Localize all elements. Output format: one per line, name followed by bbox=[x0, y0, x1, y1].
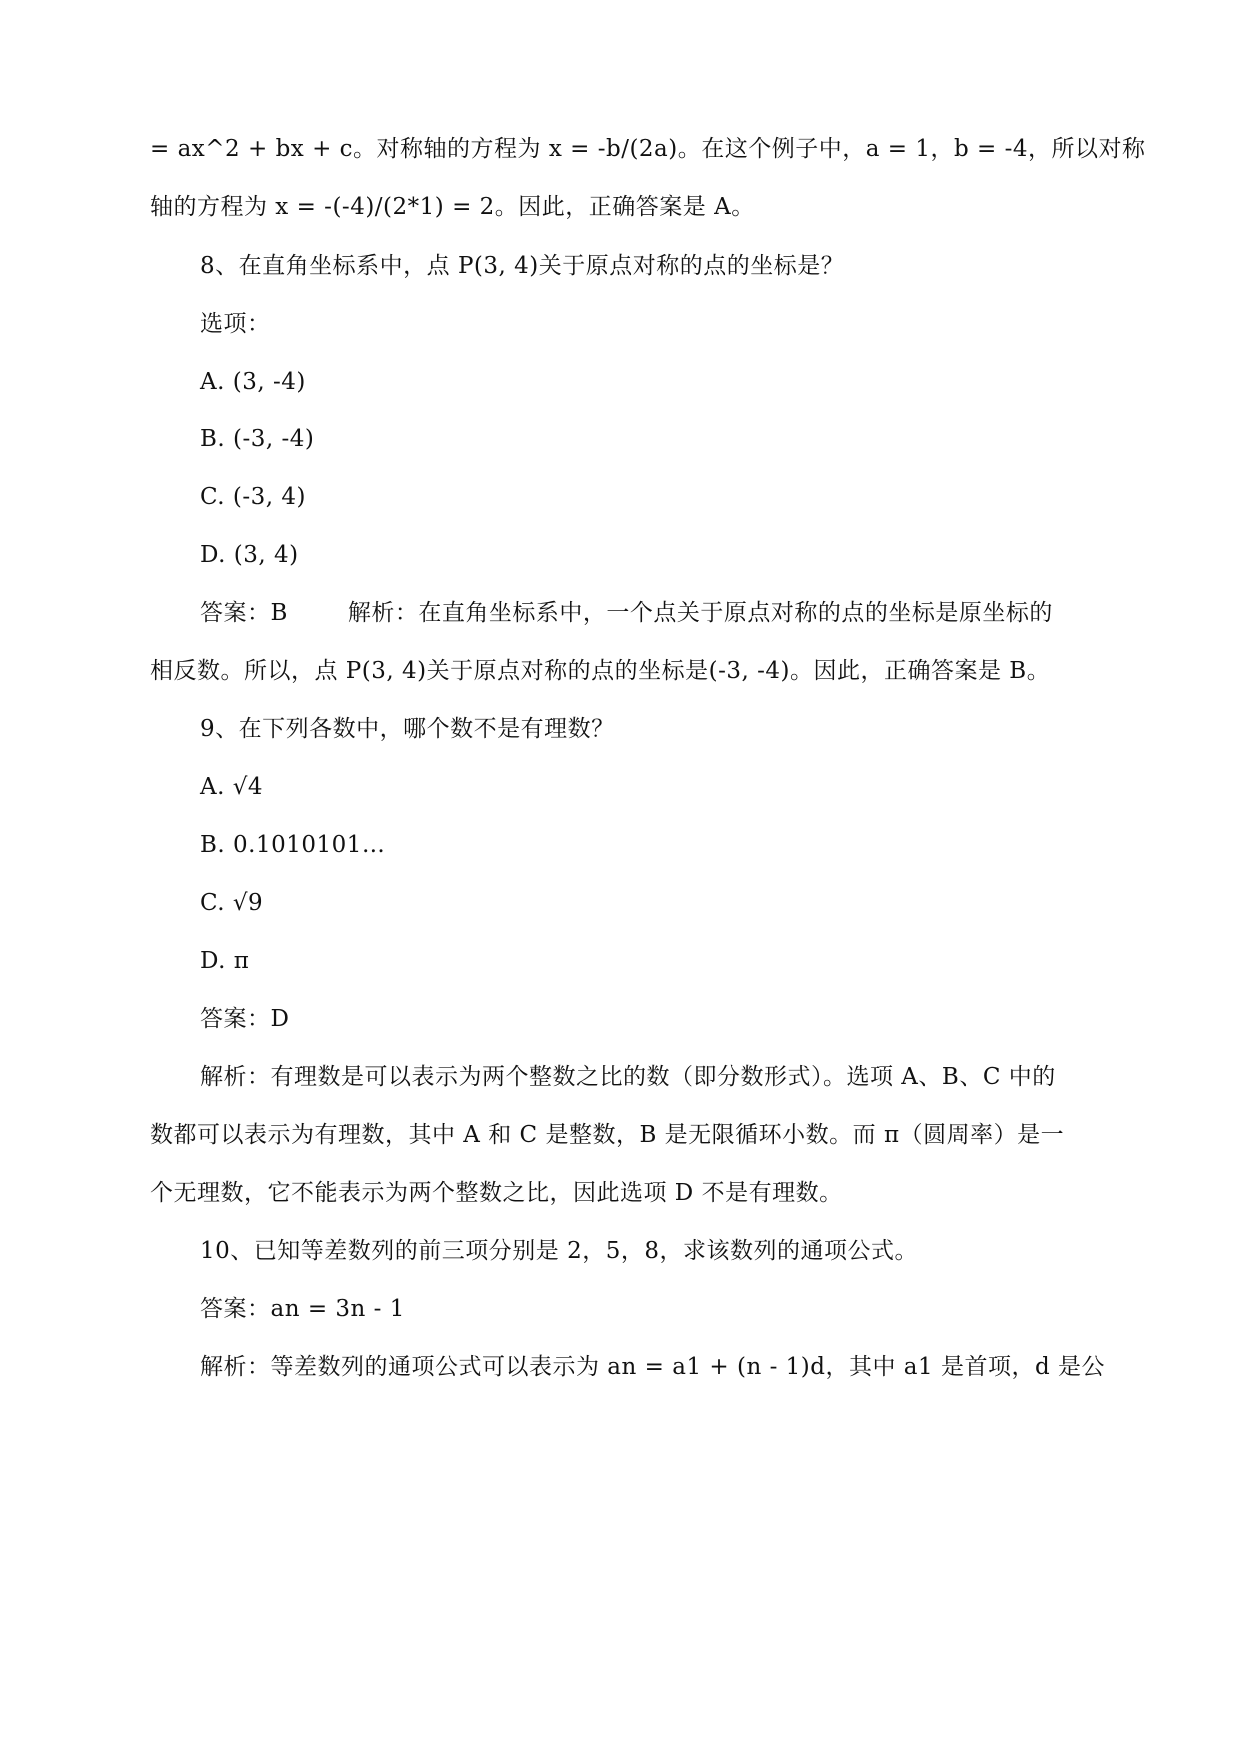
option-b-9: B. 0.1010101… bbox=[200, 832, 386, 858]
option-c: C. (-3, 4) bbox=[200, 484, 307, 510]
text-line-1: = ax^2 + bx + c。对称轴的方程为 x = -b/(2a)。在这个例子中，a = 1，b = -4，所以对称 bbox=[150, 136, 1146, 162]
option-d-9: D. π bbox=[200, 948, 250, 974]
analysis-8-start: 解析：在直角坐标系中，一个点关于原点对称的点的坐标是原坐标的 bbox=[347, 600, 1053, 626]
question-9: 9、在下列各数中，哪个数不是有理数？ bbox=[200, 716, 615, 742]
analysis-9-line-3: 个无理数，它不能表示为两个整数之比，因此选项 D 不是有理数。 bbox=[150, 1180, 843, 1206]
option-c-9: C. √9 bbox=[200, 890, 264, 916]
option-b: B. (-3, -4) bbox=[200, 426, 315, 452]
analysis-8-cont: 相反数。所以，点 P(3, 4)关于原点对称的点的坐标是(-3, -4)。因此，正确答案是 B。 bbox=[150, 658, 1051, 684]
answer-8: 答案：B bbox=[200, 600, 288, 626]
analysis-9-line-1: 解析：有理数是可以表示为两个整数之比的数（即分数形式）。选项 A、B、C 中的 bbox=[200, 1064, 1056, 1090]
options-label: 选项： bbox=[200, 311, 271, 337]
analysis-10-line-1: 解析：等差数列的通项公式可以表示为 an = a1 + (n - 1)d，其中 a1 是首项，d 是公 bbox=[200, 1354, 1105, 1380]
question-10: 10、已知等差数列的前三项分别是 2，5，8，求该数列的通项公式。 bbox=[200, 1238, 918, 1264]
analysis-9-line-2: 数都可以表示为有理数，其中 A 和 C 是整数，B 是无限循环小数。而 π（圆周率）是一 bbox=[150, 1122, 1065, 1148]
text-line-2: 轴的方程为 x = -(-4)/(2*1) = 2。因此，正确答案是 A。 bbox=[150, 194, 755, 220]
option-d: D. (3, 4) bbox=[200, 542, 299, 568]
document-page bbox=[150, 0, 1146, 1754]
option-a-9: A. √4 bbox=[200, 774, 264, 800]
answer-8-line bbox=[200, 598, 1053, 628]
answer-9: 答案：D bbox=[200, 1006, 290, 1032]
answer-10: 答案：an = 3n - 1 bbox=[200, 1296, 405, 1322]
option-a: A. (3, -4) bbox=[200, 369, 306, 395]
question-8: 8、在直角坐标系中，点 P(3, 4)关于原点对称的点的坐标是？ bbox=[200, 253, 845, 279]
